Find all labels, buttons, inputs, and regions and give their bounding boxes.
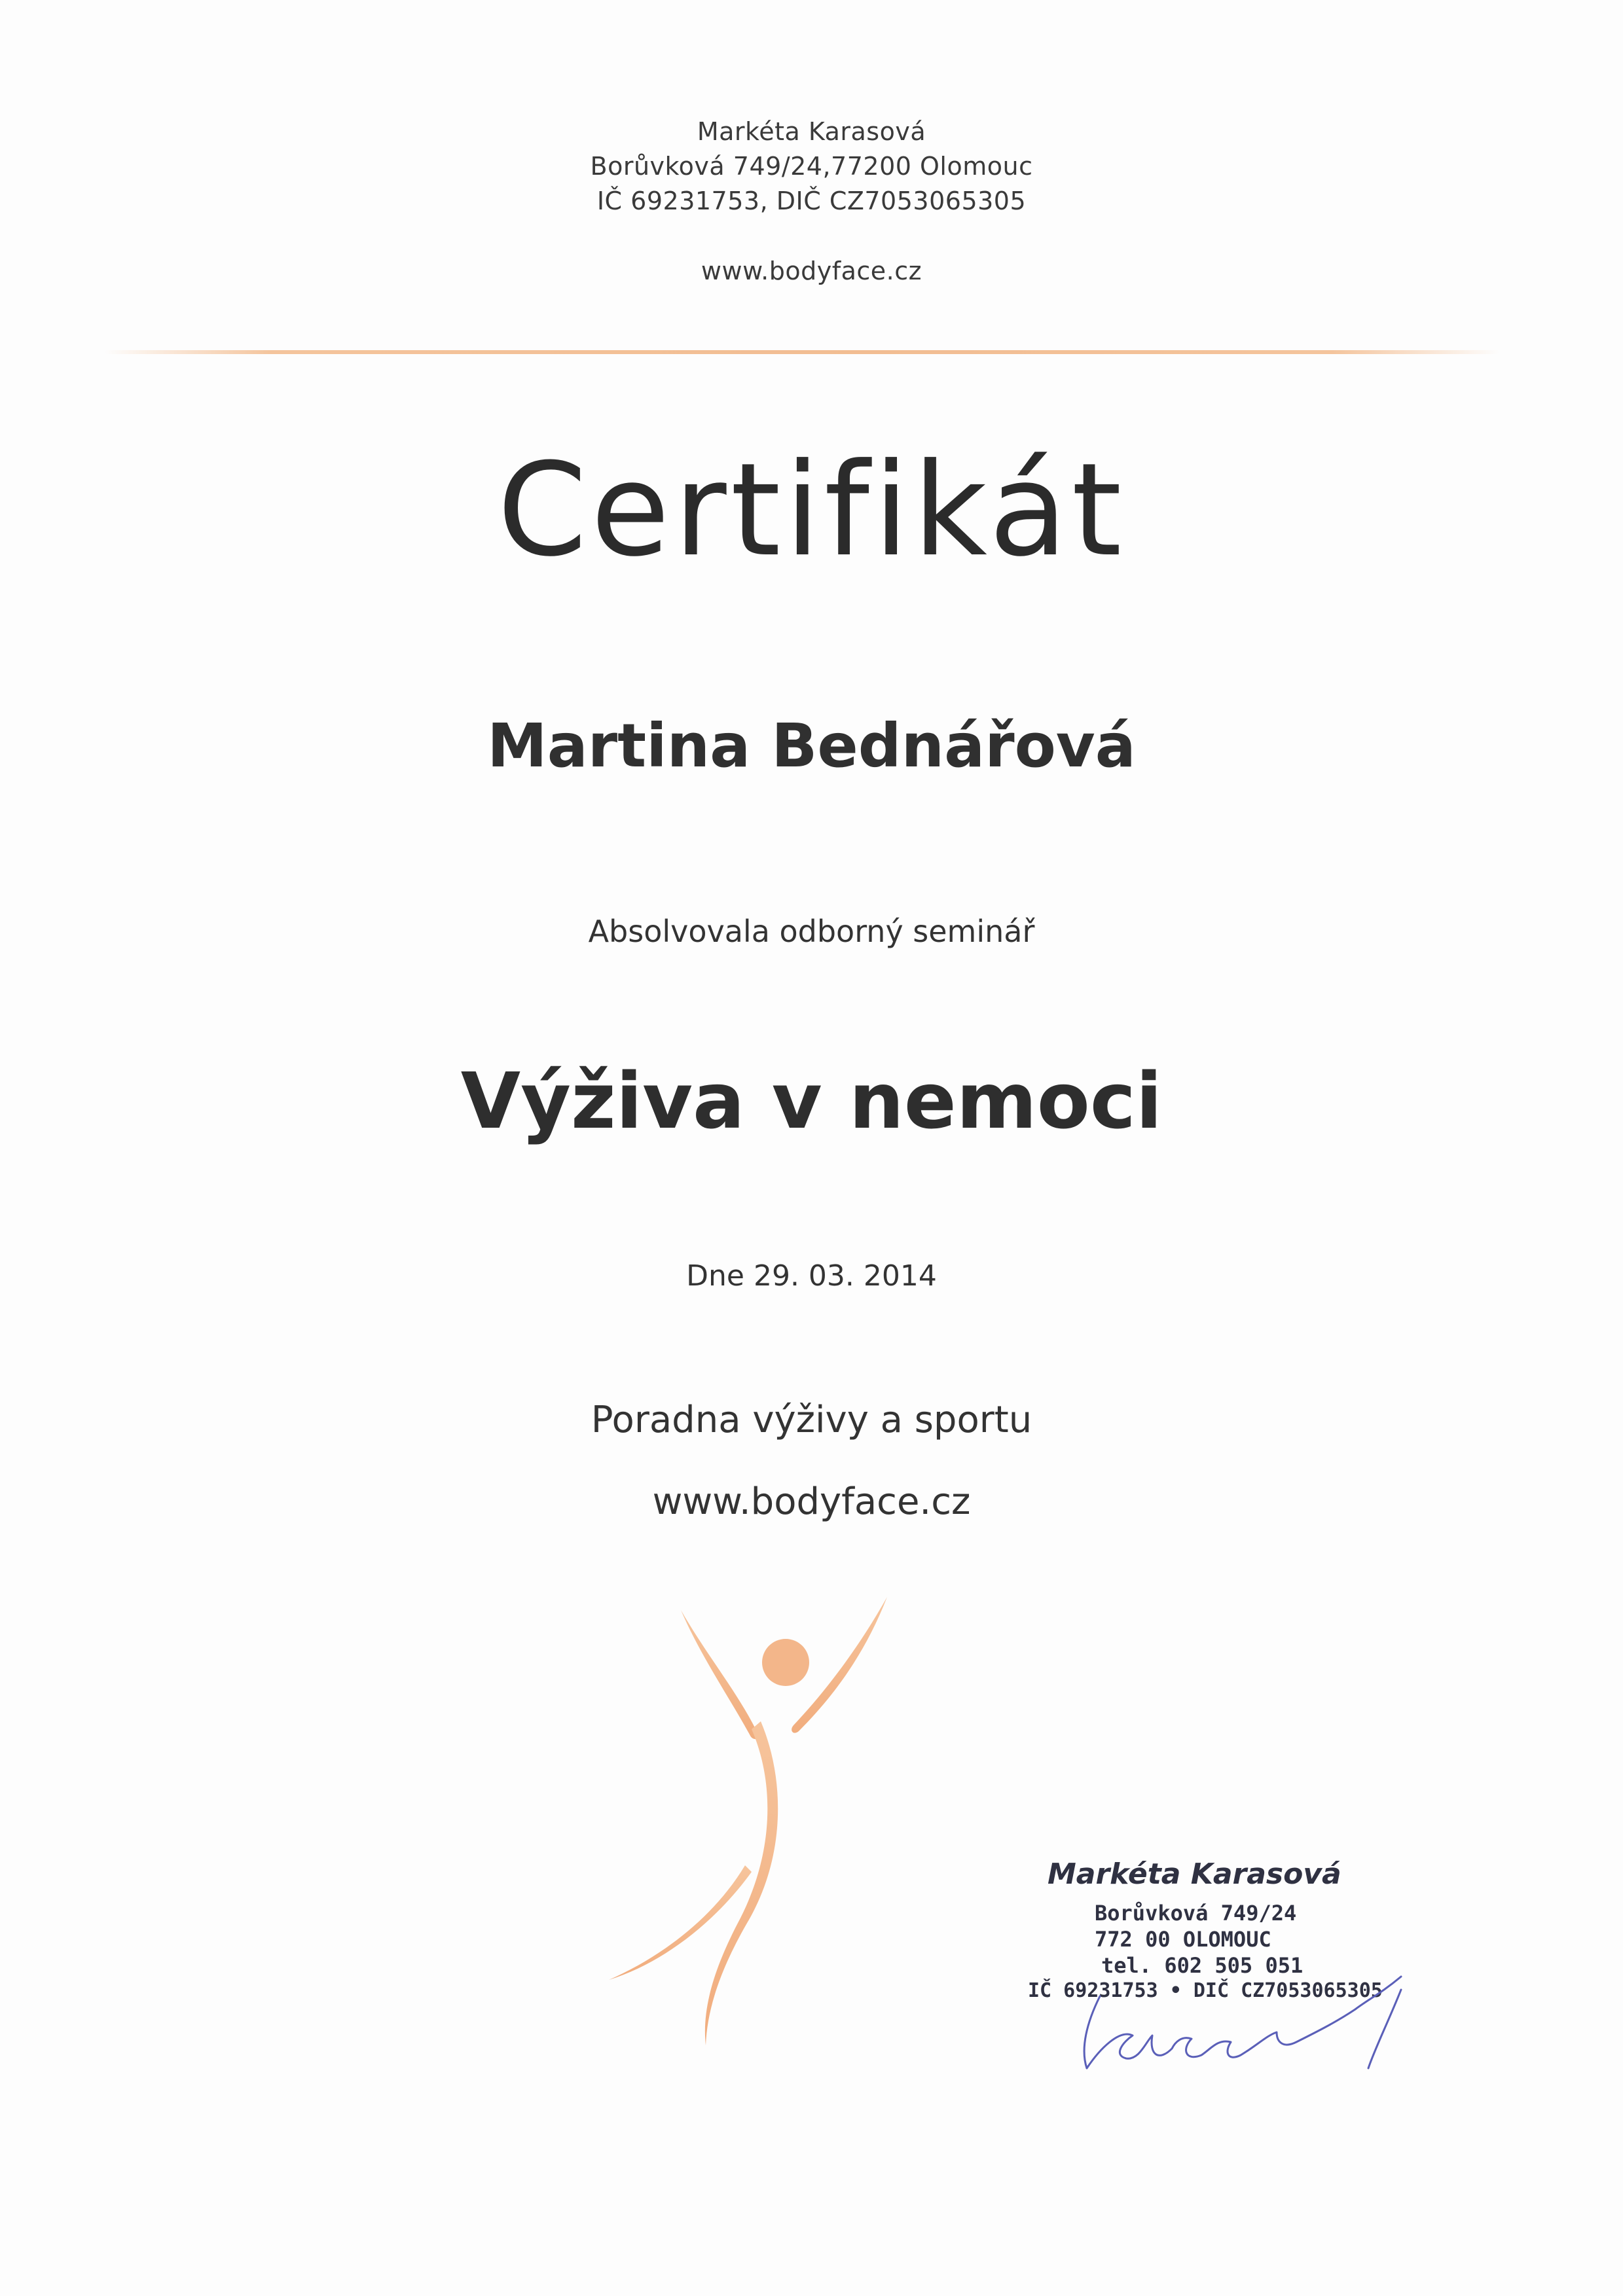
certificate-title: Certifikát: [497, 436, 1126, 585]
issuer-address: Borůvková 749/24,77200 Olomouc: [590, 152, 1033, 181]
issuer-ids: IČ 69231753, DIČ CZ7053065305: [596, 187, 1027, 215]
handwritten-signature: [1061, 1970, 1414, 2081]
logo-head: [762, 1639, 809, 1686]
organization-name: Poradna výživy a sportu: [591, 1399, 1032, 1441]
stamp-ids: IČ 69231753 • DIČ CZ7053065305: [1028, 1979, 1383, 2002]
stamp-city: 772 00 OLOMOUC: [1095, 1927, 1271, 1952]
stamp-phone: tel. 602 505 051: [1101, 1953, 1304, 1978]
certificate-date: Dne 29. 03. 2014: [686, 1259, 937, 1293]
bodyface-figure-logo: [589, 1584, 930, 2055]
recipient-name: Martina Bednářová: [487, 711, 1136, 781]
organization-website: www.bodyface.cz: [652, 1480, 971, 1523]
issuer-name: Markéta Karasová: [697, 117, 926, 146]
logo-left-arm: [681, 1610, 759, 1739]
logo-leg: [609, 1865, 752, 1980]
header-divider: [105, 350, 1499, 354]
completed-text: Absolvovala odborný seminář: [588, 914, 1035, 949]
issuer-website: www.bodyface.cz: [701, 257, 922, 285]
stamp-name: Markéta Karasová: [1048, 1857, 1341, 1891]
stamp-street: Borůvková 749/24: [1095, 1901, 1297, 1926]
course-name: Výživa v nemoci: [460, 1056, 1163, 1146]
